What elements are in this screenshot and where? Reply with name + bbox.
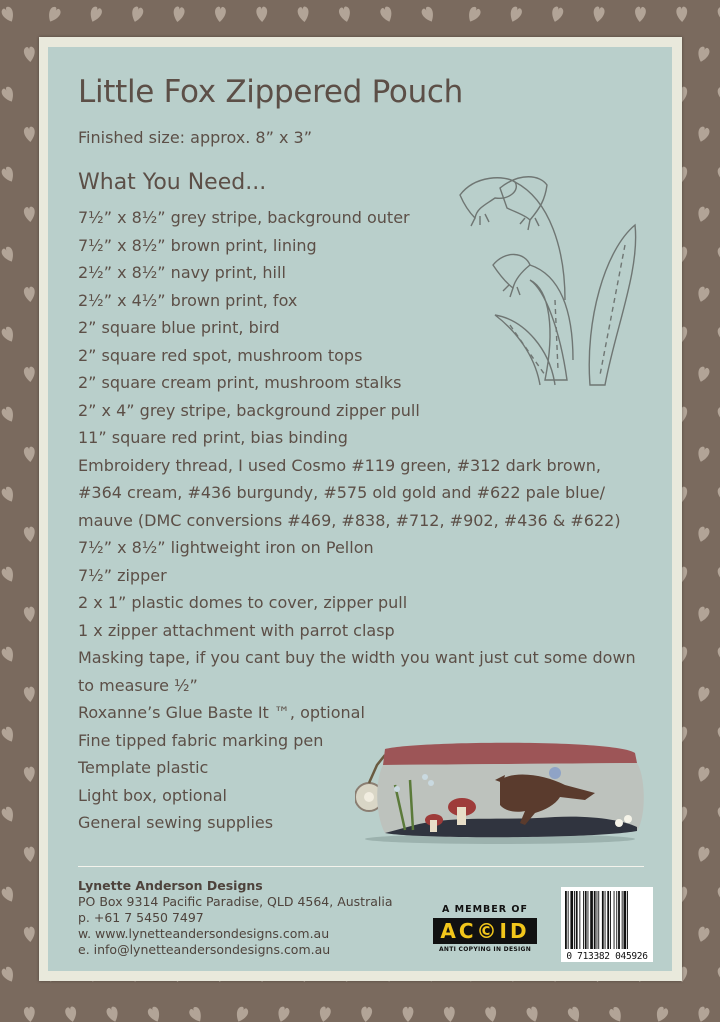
list-item: 2½” x 4½” brown print, fox bbox=[78, 290, 298, 310]
list-item: 2 x 1” plastic domes to cover, zipper pull bbox=[78, 593, 408, 612]
contact-block bbox=[78, 878, 393, 958]
list-item: mauve (DMC conversions #469, #838, #712, #902, #436 & #622) bbox=[78, 510, 621, 530]
list-item: 7½” x 8½” brown print, lining bbox=[78, 235, 317, 255]
pouch-photo bbox=[355, 735, 645, 845]
page-title: Little Fox Zippered Pouch bbox=[78, 74, 464, 110]
list-item: Fine tipped fabric marking pen bbox=[78, 730, 324, 750]
list-item: 2” x 4” grey stripe, background zipper pull bbox=[78, 400, 420, 420]
list-item: Light box, optional bbox=[78, 785, 227, 805]
list-item: to measure ½” bbox=[78, 675, 198, 695]
list-item: 7½” x 8½” grey stripe, background outer bbox=[78, 208, 410, 227]
website[interactable]: w. www.lynetteandersondesigns.com.au bbox=[78, 926, 330, 941]
list-item: 1 x zipper attachment with parrot clasp bbox=[78, 620, 395, 640]
divider bbox=[78, 866, 644, 867]
list-item: 11” square red print, bias binding bbox=[78, 428, 348, 447]
list-item: Masking tape, if you cant buy the width you want just cut some down bbox=[78, 648, 636, 667]
acid-bottom-text: ANTI COPYING IN DESIGN bbox=[438, 946, 532, 953]
list-item: General sewing supplies bbox=[78, 813, 274, 832]
bluebell-line-drawing bbox=[455, 170, 645, 395]
acid-top-text: A MEMBER OF bbox=[442, 904, 528, 915]
list-item: 7½” zipper bbox=[78, 565, 167, 585]
acid-logo-text: AC©ID bbox=[433, 918, 537, 944]
list-item: Template plastic bbox=[78, 758, 209, 777]
list-item: #364 cream, #436 burgundy, #575 old gold and #622 pale blue/ bbox=[78, 483, 605, 502]
acid-member-logo bbox=[431, 904, 539, 956]
list-item: 2” square red spot, mushroom tops bbox=[78, 345, 363, 365]
section-heading: What You Need... bbox=[78, 170, 267, 195]
list-item: Embroidery thread, I used Cosmo #119 green, #312 dark brown, bbox=[78, 455, 602, 475]
list-item: 2” square cream print, mushroom stalks bbox=[78, 373, 402, 392]
barcode bbox=[561, 887, 653, 961]
barcode-number: 0 713382 045926 bbox=[561, 951, 653, 962]
company-name: Lynette Anderson Designs bbox=[78, 878, 263, 893]
finished-size: Finished size: approx. 8” x 3” bbox=[78, 128, 312, 147]
list-item: 2” square blue print, bird bbox=[78, 318, 280, 337]
email[interactable]: e. info@lynetteandersondesigns.com.au bbox=[78, 942, 331, 957]
phone: p. +61 7 5450 7497 bbox=[78, 910, 204, 925]
list-item: Roxanne’s Glue Baste It ™, optional bbox=[78, 703, 365, 722]
address: PO Box 9314 Pacific Paradise, QLD 4564, Australia bbox=[78, 894, 393, 909]
list-item: 7½” x 8½” lightweight iron on Pellon bbox=[78, 538, 374, 557]
list-item: 2½” x 8½” navy print, hill bbox=[78, 263, 286, 282]
